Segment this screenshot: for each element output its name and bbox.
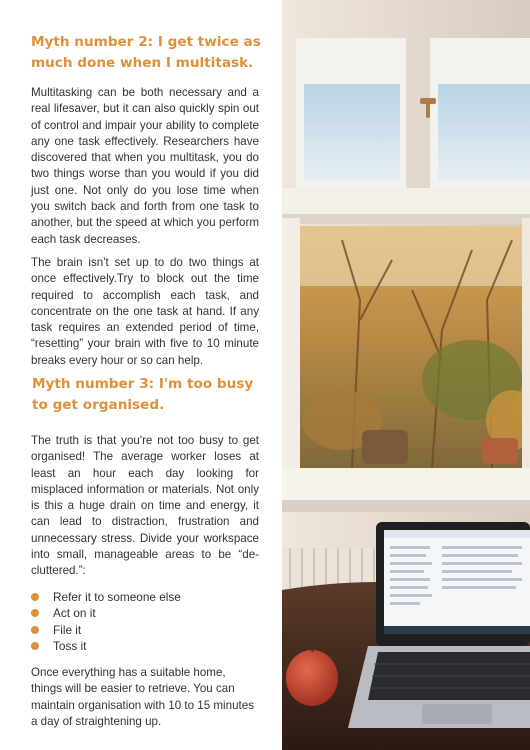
bullet-dot-icon: [31, 593, 39, 601]
closing-paragraph: Once everything has a suitable home, things will be easier to retrieve. You can maintain organisation with 10 to 15 minutes a day of straightening up.: [31, 666, 254, 728]
myth-2-paragraph-1: Multitasking can be both necessary and a real lifesaver, but it can also quickly spin out of control and impair your ability to complete any one task effectively. Researchers have discovered that when you multitask, you do two things worse than you would if you did just one. Not only do you lose time when you switch back and forth from one task to another, but the speed at which you perform each task decreases.: [31, 86, 259, 246]
window-laptop-photo: [282, 0, 530, 750]
bullet-dot-icon: [31, 609, 39, 617]
list-item: [31, 589, 181, 605]
photo-illustration: [282, 0, 530, 750]
list-item-label: Refer it to someone else: [53, 590, 181, 604]
myth-2-heading: Myth number 2: I get twice as much done when I multitask.: [31, 34, 261, 71]
list-item: [31, 622, 181, 638]
declutter-options-list: [31, 589, 181, 654]
myth-3-paragraph: The truth is that you're not too busy to get organised! The average worker loses at least an hour each day looking for misplaced information or materials. Not only is this a huge drain on time and energy, it can lead to distraction, frustration and unnecessary stress. Divide your workspace into small, manageable areas to be “de-cluttered.”:: [31, 434, 259, 578]
list-item: [31, 605, 181, 621]
list-item-label: File it: [53, 622, 82, 637]
list-item: [31, 638, 181, 654]
list-item-label: Toss it: [53, 638, 87, 653]
myth-3-heading: Myth number 3: I'm too busy to get organised.: [32, 376, 254, 413]
list-item-label: Act on it: [53, 606, 96, 621]
bullet-dot-icon: [31, 642, 39, 650]
bullet-dot-icon: [31, 626, 39, 634]
myth-2-paragraph-2: The brain isn't set up to do two things at once effectively.Try to block out the time required to accomplish each task, and concentrate on the one task at hand. If any task requires an extended period of time, “resetting” your brain with five to 10 minute breaks every hour or so can help.: [31, 256, 259, 367]
